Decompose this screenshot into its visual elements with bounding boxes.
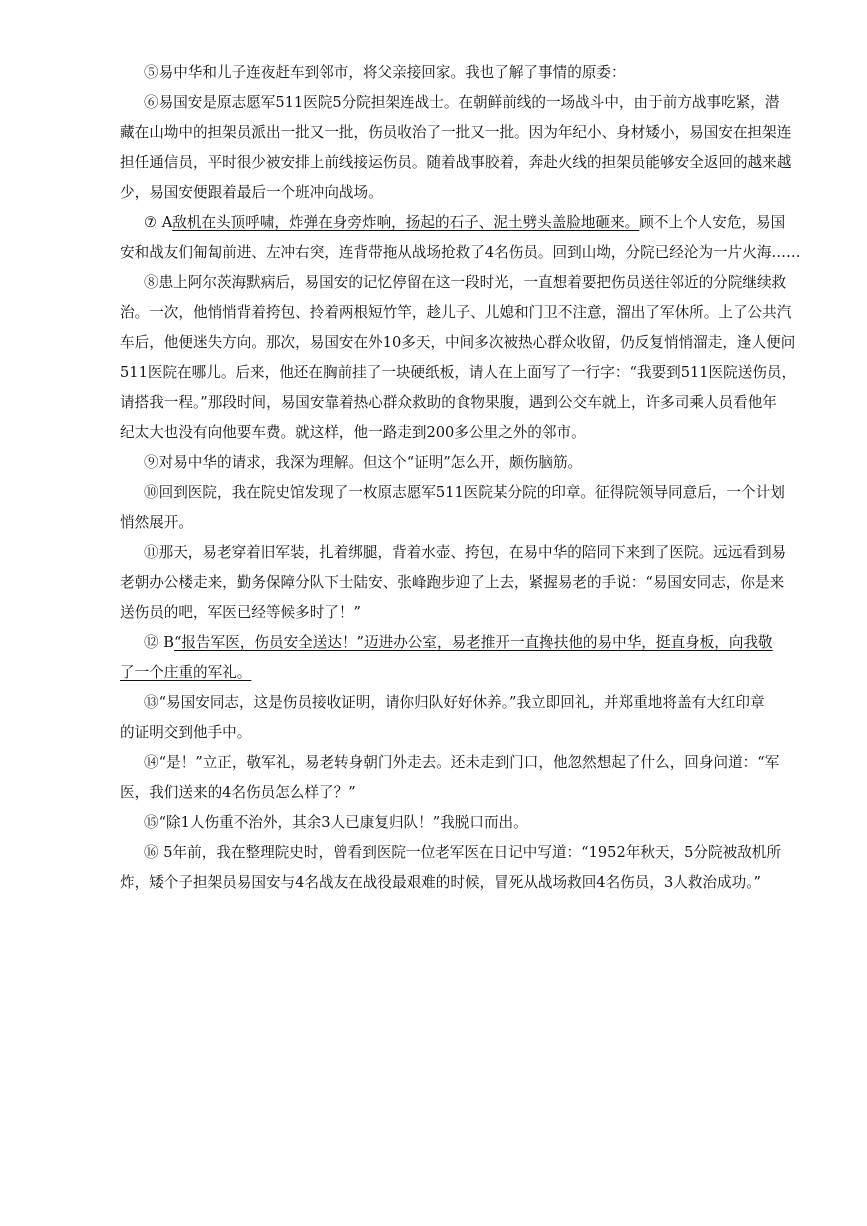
paragraph-7 [120,208,801,268]
text-line: ⑬“易国安同志，这是伤员接收证明，请你归队好好休养。”我立即回礼，并郑重地将盖有大红印章 [144,694,765,711]
paragraph-11 [120,538,787,628]
text-line: 的证明交到他手中。 [120,724,252,741]
paragraph-14 [120,748,780,808]
paragraph-10 [120,478,785,538]
text-line: 请搭我一程。”那段时间，易国安靠着热心群众救助的食物果腹，遇到公交车就上，许多司乘人员看他年 [120,394,777,411]
text-line: ⑧患上阿尔茨海默病后，易国安的记忆停留在这一段时光，一直想着要把伤员送往邻近的分院继续救 [144,274,787,291]
text-line [120,658,768,688]
text-line: ⑥易国安是原志愿军511医院5分院担架连战士。在朝鲜前线的一场战斗中，由于前方战事吃紧，潜 [144,94,780,111]
text-line: 送伤员的吧，军医已经等候多时了！” [120,604,361,621]
text-line: ⑤易中华和儿子连夜赶车到邻市，将父亲接回家。我也了解了事情的原委： [144,64,626,81]
text-line: ⑭“是！”立正，敬军礼，易老转身朝门外走去。还未走到门口，他忽然想起了什么，回身问道：“军 [144,754,780,771]
paragraph-6 [120,88,792,208]
text-line: 炸，矮个子担架员易国安与4名战友在战役最艰难的时候，冒死从战场救回4名伤员，3人救治成功。” [120,874,761,891]
paragraph-15 [120,808,768,838]
text-line: 511医院在哪儿。后来，他还在胸前挂了一块硬纸板，请人在上面写了一行字：“我要到511医院送伤员， [120,364,797,381]
underlined-sentence-a: 敌机在头顶呼啸，炸弹在身旁炸响，扬起的石子、泥土劈头盖脸地砸来。 [172,214,640,231]
paragraph-13 [120,688,768,748]
text-line: 医，我们送来的4名伤员怎么样了？” [120,784,356,801]
marker-a: ⑦ A [144,214,173,231]
text-line: ⑨对易中华的请求，我深为理解。但这个“证明”怎么开，颇伤脑筋。 [144,454,583,471]
paragraph-8 [120,268,797,448]
text-line [120,208,786,238]
text-line: ⑯ 5年前，我在整理院史时，曾看到医院一位老军医在日记中写道：“1952年秋天，5分院被敌机所 [144,844,781,861]
text-line: 藏在山坳中的担架员派出一批又一批，伤员收治了一批又一批。因为年纪小、身材矮小，易国安在担架连 [120,124,792,141]
text-line [120,628,773,658]
paragraph-16 [120,838,781,898]
text-line: ⑮“除1人伤重不治外，其余3人已康复归队！”我脱口而出。 [144,814,528,831]
text-line: 老朝办公楼走来，勤务保障分队下士陆安、张峰跑步迎了上去，紧握易老的手说：“易国安同志，你是来 [120,574,785,591]
text-line: 担任通信员，平时很少被安排上前线接运伤员。随着战事胶着，奔赴火线的担架员能够安全返回的越来越 [120,154,792,171]
underlined-sentence-b: “报告军医，伤员安全送达！”迈进办公室，易老推开一直搀扶他的易中华，挺直身板，向我敬 [173,634,773,651]
text-line: 车后，他便迷失方向。那次，易国安在外10多天，中间多次被热心群众收留，仍反复悄悄溜走，逢人便问 [120,334,796,351]
text-fragment: 顾不上个人安危，易国 [639,214,786,231]
marker-b: ⑫ B [144,634,174,651]
paragraph-9 [120,448,768,478]
text-line: 纪太大也没有向他要车费。就这样，他一路走到200多公里之外的邻市。 [120,424,586,441]
paragraph-12 [120,628,773,688]
text-line: ⑩回到医院，我在院史馆发现了一枚原志愿军511医院某分院的印章。征得院领导同意后，一个计划 [144,484,785,501]
text-line: 安和战友们匍匐前进、左冲右突，连背带拖从战场抢救了4名伤员。回到山坳，分院已经沦为一片火海…… [120,244,801,261]
text-line: 悄然展开。 [120,514,193,531]
text-line: 治。一次，他悄悄背着挎包、拎着两根短竹竿，趁儿子、儿媳和门卫不注意，溜出了军休所。上了公共汽 [120,304,792,321]
paragraph-5 [120,58,768,88]
underlined-sentence-b-cont: 了一个庄重的军礼。 [120,664,252,681]
text-line: 少，易国安便跟着最后一个班冲向战场。 [120,184,383,201]
text-line: ⑪那天，易老穿着旧军装，扎着绑腿，背着水壶、挎包，在易中华的陪同下来到了医院。远远看到易 [144,544,787,561]
